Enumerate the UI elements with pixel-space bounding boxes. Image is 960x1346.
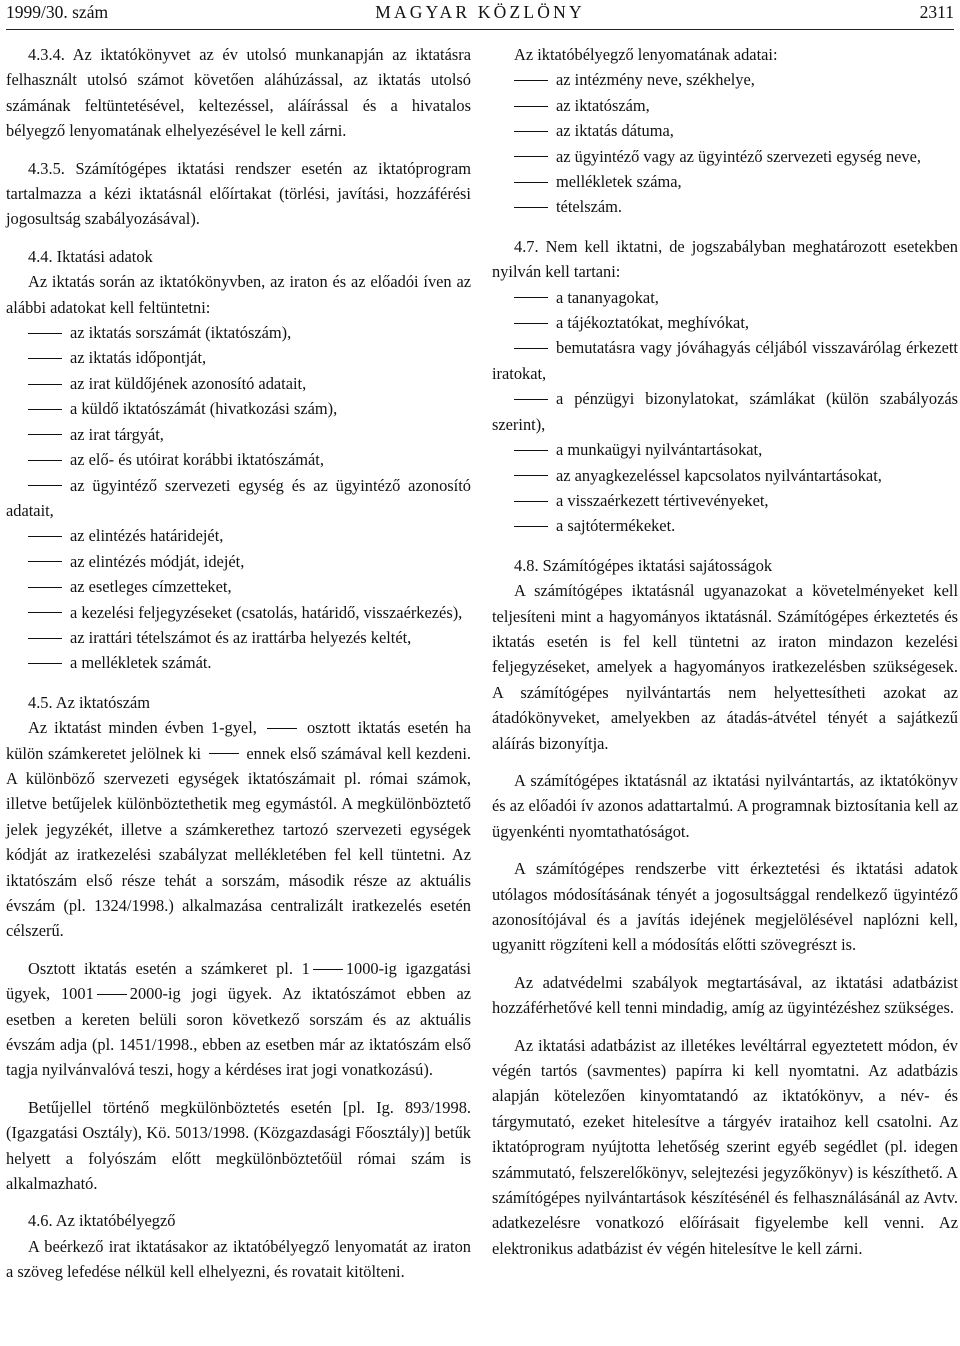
list-item: az irat küldőjének azonosító adatait,: [6, 371, 471, 396]
list-item: bemutatásra vagy jóváhagyás céljából visszavárólag érkezett iratokat,: [492, 338, 958, 383]
list-item: az iktatószám,: [492, 93, 958, 118]
paragraph-4-6: A beérkező irat iktatásakor az iktatóbélyegző lenyomatát az iraton a szöveg lefedése nélkül kell elhelyezni, és rovatait kitölteni.: [6, 1236, 471, 1282]
dash-icon: [514, 526, 548, 527]
list-item: az iktatás időpontját,: [6, 345, 471, 370]
list-item: az iktatás dátuma,: [492, 118, 958, 143]
list-item: a pénzügyi bizonylatokat, számlákat (külön szabályozás szerint),: [492, 389, 958, 434]
list-item: az anyagkezeléssel kapcsolatos nyilvántartásokat,: [492, 463, 958, 488]
dash-icon: [28, 434, 62, 435]
paragraph-4-6-stamp: Az iktatóbélyegző lenyomatának adatai:: [514, 45, 778, 64]
dash-icon: [28, 358, 62, 359]
dash-icon: [28, 638, 62, 639]
right-column: [492, 42, 958, 1261]
dash-icon: [514, 399, 548, 400]
list-item: az ügyintéző szervezeti egység és az ügyintéző azonosító adatait,: [6, 475, 471, 520]
header-rule: [6, 29, 954, 30]
list-item: az ügyintéző vagy az ügyintéző szervezeti egység neve,: [492, 144, 958, 169]
dash-icon: [514, 475, 548, 476]
list-item: a tájékoztatókat, meghívókat,: [492, 310, 958, 335]
list-item: a kezelési feljegyzéseket (csatolás, határidő, visszaérkezés),: [6, 600, 471, 625]
dash-icon: [28, 460, 62, 461]
list-item: az irat tárgyát,: [6, 422, 471, 447]
dash-icon: [28, 333, 62, 334]
dash-icon: [313, 969, 343, 970]
list-item: az irattári tételszámot és az irattárba helyezés keltét,: [6, 625, 471, 650]
dash-icon: [28, 663, 62, 664]
list-item: tételszám.: [492, 194, 958, 219]
paragraph-4-5-b: Osztott iktatás esetén a számkeret pl. 1 1000-ig igazgatási ügyek, 1001 2000-ig jogi ügyek. Az iktatószámot ebben az esetben a kereten belüli soron következő sorszám és az aktuális évszám adja (pl. 1451/1998., ebben az esetben már az iktatószám első tagja nyilvánvalóvá teszi, hogy a kérdéses irat jogi vonatkozású).: [6, 958, 471, 1080]
dash-icon: [514, 80, 548, 81]
paragraph-4-8-a: A számítógépes iktatásnál ugyanazokat a követelményeket kell teljesíteni mint a hagyományos iktatásnál. Számítógépes érkeztetés és iktatás esetén is fel kell tüntetni az iraton mindazon kezelési feljegyzéseket, amelyek a hagyományos iratkezelésben szükségesek. A számítógépes nyilvántartás nem helyettesítheti azokat az átadókönyveket, amelyekben az átadás-átvétel tényét a sajátkezű aláírás bizonyítja.: [492, 581, 958, 753]
dash-icon: [97, 994, 127, 995]
paragraph-4-4-intro: Az iktatás során az iktatókönyvben, az iraton és az előadói íven az alábbi adatokat kell feltüntetni:: [6, 272, 471, 317]
list-4-7: [492, 285, 958, 539]
list-item: a küldő iktatószámát (hivatkozási szám),: [6, 396, 471, 421]
list-4-6: [492, 67, 958, 219]
list-item: az elő- és utóirat korábbi iktatószámát,: [6, 447, 471, 472]
dash-icon: [514, 182, 548, 183]
paragraph-4-8-e: Az iktatási adatbázist az illetékes levéltárral egyeztetett módon, év végén tartós (savmentes) papírra ki kell nyomtatni. Az adatbázis alapján kötelezően kinyomtatandó az iktatókönyv, a név- és tárgymutató, ezeket hitelesítve a tárgyév irataihoz kell csatolni. Az iktatóprogram nyújtotta lehetőség szerint egyéb segédlet (pl. idegen számmutató, felszerelőkönyv, selejtezési jegyzőkönyv) is készíthető. A számítógépes nyilvántartások készítésénél és felhasználásánál az Avtv. adatkezelésre vonatkozó előírásait figyelembe kell venni. Az elektronikus adatbázist év végén hitelesítve le kell zárni.: [492, 1035, 958, 1258]
list-item: az esetleges címzetteket,: [6, 574, 471, 599]
dash-icon: [28, 384, 62, 385]
heading-4-4: 4.4. Iktatási adatok: [28, 246, 153, 266]
list-item: az elintézés határidejét,: [6, 523, 471, 548]
dash-icon: [28, 409, 62, 410]
paragraph-4-8-b: A számítógépes iktatásnál az iktatási nyilvántartás, az iktatókönyv és az előadói ív azonos adattartalmú. A programnak biztosítania kell az ügyenkénti nyomtathatóságot.: [492, 770, 958, 841]
dash-icon: [514, 207, 548, 208]
paragraph-4-5-c: Betűjellel történő megkülönböztetés esetén [pl. Ig. 893/1998. (Igazgatási Osztály), Kö. 5013/1998. (Közgazdasági Főosztály)] betűk helyett a folyószám előtt megkülönböztetőül római szám is alkalmazható.: [6, 1097, 471, 1194]
paragraph-4-3-5: 4.3.5. Számítógépes iktatási rendszer esetén az iktatóprogram tartalmazza a kézi iktatásnál előírtakat (törlési, javítási, hozzáférési jogosultság szabályozásával).: [6, 158, 471, 229]
dash-icon: [28, 485, 62, 486]
dash-icon: [28, 612, 62, 613]
list-item: az iktatás sorszámát (iktatószám),: [6, 320, 471, 345]
paragraph-4-7: 4.7. Nem kell iktatni, de jogszabályban meghatározott esetekben nyilván kell tartani:: [492, 236, 958, 282]
list-item: a tananyagokat,: [492, 285, 958, 310]
list-item: mellékletek száma,: [492, 169, 958, 194]
dash-icon: [514, 131, 548, 132]
dash-icon: [267, 728, 297, 729]
dash-icon: [28, 561, 62, 562]
heading-4-5: 4.5. Az iktatószám: [28, 692, 150, 712]
list-item: a munkaügyi nyilvántartásokat,: [492, 437, 958, 462]
dash-icon: [209, 753, 239, 754]
dash-icon: [514, 348, 548, 349]
dash-icon: [514, 450, 548, 451]
list-item: az elintézés módját, idejét,: [6, 549, 471, 574]
dash-icon: [514, 156, 548, 157]
list-item: a mellékletek számát.: [6, 650, 471, 675]
list-item: a sajtótermékeket.: [492, 513, 958, 538]
dash-icon: [514, 106, 548, 107]
heading-4-8: 4.8. Számítógépes iktatási sajátosságok: [514, 555, 773, 575]
issue-number: 1999/30. szám: [6, 2, 109, 22]
dash-icon: [514, 501, 548, 502]
left-column: [6, 42, 471, 1285]
paragraph-4-5-a: Az iktatást minden évben 1-gyel, osztott iktatás esetén ha külön számkeretet jelölnek ki ennek első számával kell kezdeni. A különböző szervezeti egységek iktatószámait pl. római számok, illetve betűjelek különböztethetik meg egymástól. A megkülönböztető jelek jegyzékét, illetve a számkerethez tartozó szervezeti egységek kódját az iratkezelési szabályzat mellékletében fel kell tüntetni. Az iktatószám első része tehát a sorszám, második része az aktuális évszám (pl. 1324/1998.) alkalmazása centralizált iratkezelés esetén célszerű.: [6, 718, 471, 941]
paragraph-4-8-d: Az adatvédelmi szabályok megtartásával, az iktatási adatbázist hozzáférhetővé kell tenni mindadig, amíg az ügyintézéshez szükséges.: [492, 972, 958, 1018]
heading-4-6: 4.6. Az iktatóbélyegző: [28, 1211, 176, 1231]
page-number: 2311: [919, 2, 954, 22]
page-header: [6, 2, 954, 28]
list-item: az intézmény neve, székhelye,: [492, 67, 958, 92]
publication-title: MAGYAR KÖZLÖNY: [375, 2, 585, 22]
paragraph-4-8-c: A számítógépes rendszerbe vitt érkeztetési és iktatási adatok utólagos módosításának tényét a jogosultsággal rendelkező ügyintéző azonosítójával és a javítás idejének megjelölésével naplózni kell, ugyanitt rögzíteni kell a módosítás előtti szövegrészt is.: [492, 859, 958, 955]
paragraph-4-3-4: 4.3.4. Az iktatókönyvet az év utolsó munkanapján az iktatásra felhasznált utolsó számot követően aláhúzással, az iktatás utolsó számának feltüntetésével, keltezéssel, aláírással és a hivatalos bélyegző lenyomatának elhelyezésével le kell zárni.: [6, 45, 471, 141]
dash-icon: [28, 536, 62, 537]
dash-icon: [514, 297, 548, 298]
list-4-4: [6, 320, 471, 676]
dash-icon: [514, 323, 548, 324]
list-item: a visszaérkezett tértivevényeket,: [492, 488, 958, 513]
dash-icon: [28, 587, 62, 588]
